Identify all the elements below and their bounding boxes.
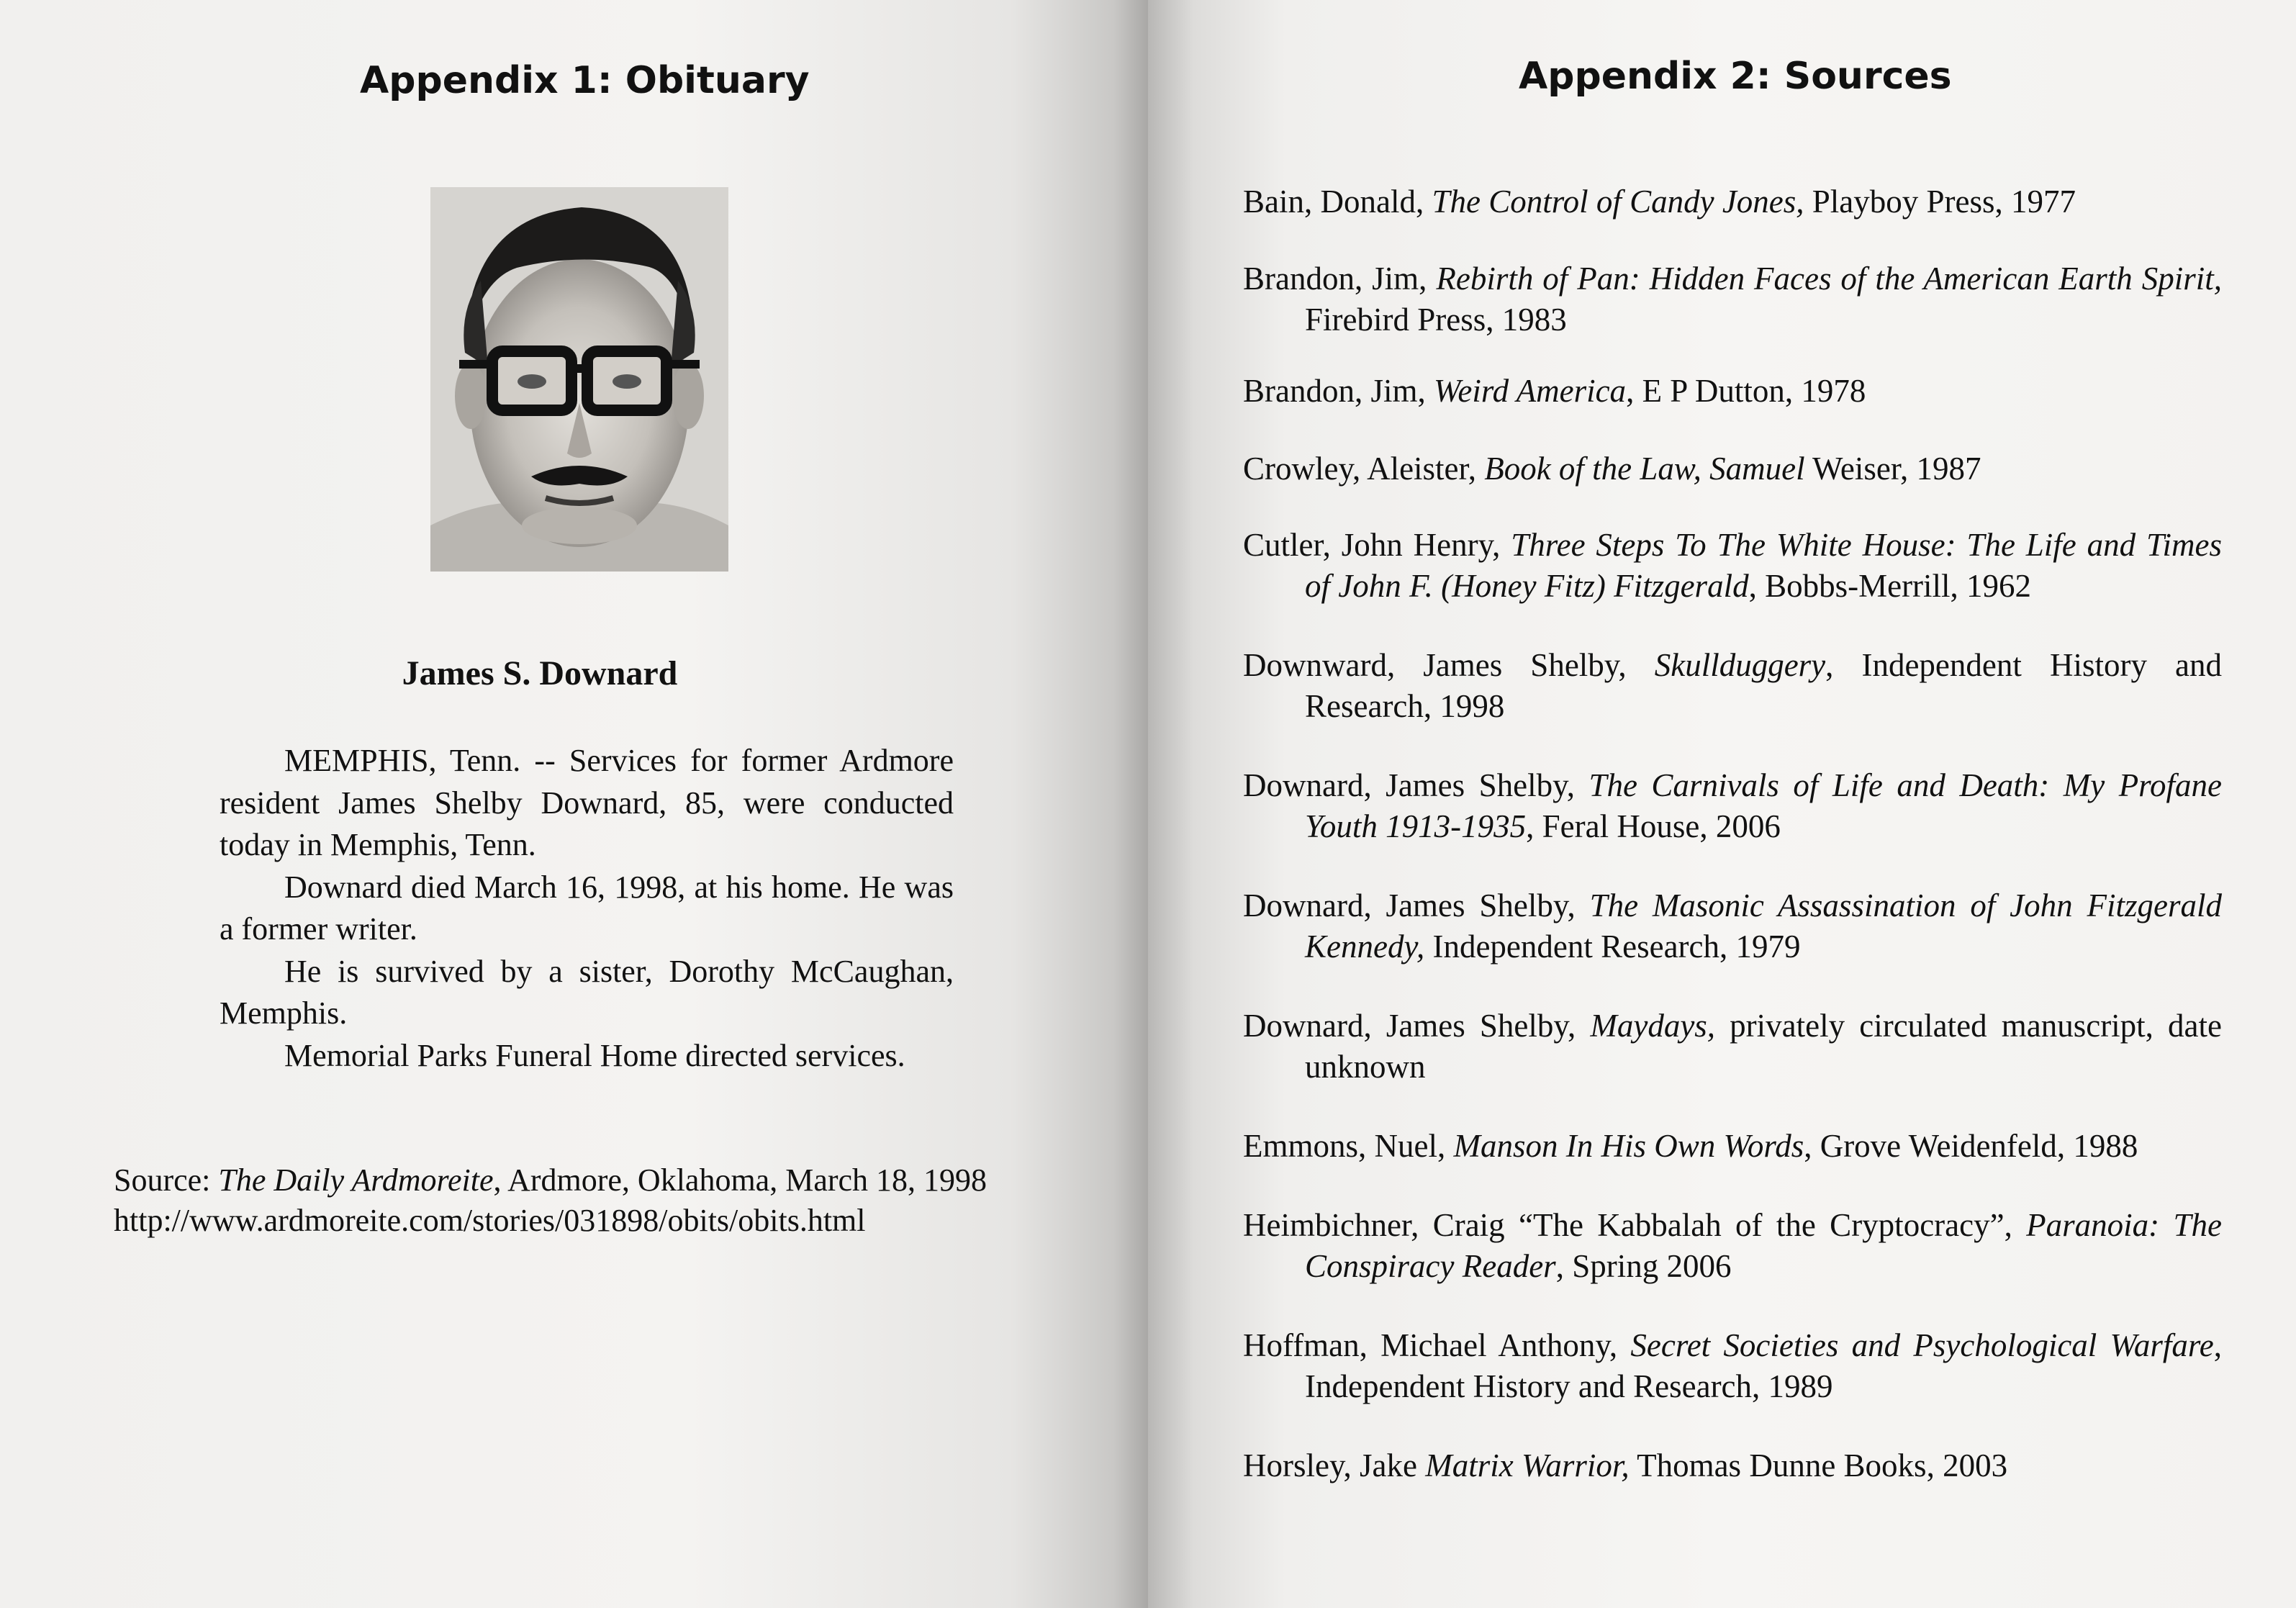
entry-publisher: , Independent History and Research, 1989 <box>1305 1327 2222 1404</box>
source-label: Source: <box>114 1162 219 1198</box>
entry-author: Downard, James Shelby, <box>1243 887 1590 923</box>
entry-title: Matrix Warrior, <box>1425 1447 1630 1483</box>
entry-publisher: Firebird Press, 1983 <box>1305 302 1567 338</box>
entry-author: Downard, James Shelby, <box>1243 1008 1591 1044</box>
entry-author: Horsley, Jake <box>1243 1447 1426 1483</box>
entry-author: Brandon, Jim, <box>1243 373 1434 409</box>
appendix-1-title: Appendix 1: Obituary <box>360 59 810 102</box>
entry-publisher: Weiser, 1987 <box>1804 451 1981 487</box>
source-entry <box>1243 1325 2222 1407</box>
portrait-illustration <box>430 187 728 572</box>
entry-publisher: , Feral House, 2006 <box>1526 808 1781 844</box>
entry-title: Maydays, <box>1590 1008 1716 1044</box>
entry-author: Emmons, Nuel, <box>1243 1128 1454 1164</box>
source-url: http://www.ardmoreite.com/stories/031898/obits/obits.html <box>114 1203 866 1238</box>
entry-title: Three Steps To The White House: The Life and Times of John F. (Honey Fitz) Fitzgerald <box>1305 527 2222 604</box>
source-details: , Ardmore, Oklahoma, March 18, 1998 <box>493 1162 987 1198</box>
entry-publisher: , Spring 2006 <box>1555 1248 1732 1284</box>
entry-author: Downward, James Shelby, <box>1243 647 1655 683</box>
obituary-paragraph: Downard died March 16, 1998, at his home. He was a former writer. <box>220 869 954 947</box>
entry-author: Downard, James Shelby, <box>1243 767 1589 803</box>
source-entry <box>1243 1445 2222 1486</box>
entry-title: Secret Societies and Psychological Warfare <box>1630 1327 2214 1363</box>
entry-title: The Carnivals of Life and Death: My Profane Youth 1913-1935 <box>1305 767 2222 844</box>
entry-title: Book of the Law, Samuel <box>1484 451 1805 487</box>
appendix-2-title: Appendix 2: Sources <box>1519 55 1952 98</box>
source-entry <box>1243 525 2222 607</box>
entry-author: Cutler, John Henry, <box>1243 527 1511 563</box>
obituary-source <box>114 1160 1064 1241</box>
source-entry <box>1243 885 2222 967</box>
right-page <box>1148 0 2296 1608</box>
entry-author: Heimbichner, Craig “The Kabbalah of the Cryptocracy”, <box>1243 1207 2027 1243</box>
source-entry <box>1243 181 2222 222</box>
entry-title: Weird America <box>1434 373 1627 409</box>
source-entry <box>1243 645 2222 727</box>
entry-author: Crowley, Aleister, <box>1243 451 1485 487</box>
entry-publisher: Playboy Press, 1977 <box>1804 184 2076 220</box>
entry-author: Hoffman, Michael Anthony, <box>1243 1327 1631 1363</box>
entry-title: Paranoia: The Conspiracy Reader <box>1305 1207 2222 1284</box>
obituary-name: James S. Downard <box>402 654 678 692</box>
entry-publisher: privately circulated manuscript, date unknown <box>1305 1008 2222 1085</box>
entry-title: Manson In His Own Words <box>1453 1128 1804 1164</box>
source-entry <box>1243 1126 2222 1167</box>
entry-publisher: , Independent History and Research, 1998 <box>1305 647 2222 724</box>
sources-list <box>1243 181 2222 1486</box>
entry-publisher: , E P Dutton, 1978 <box>1626 373 1866 409</box>
source-entry <box>1243 1006 2222 1088</box>
source-entry <box>1243 1205 2222 1287</box>
obituary-paragraph: He is survived by a sister, Dorothy McCaughan, Memphis. <box>220 953 954 1031</box>
source-entry <box>1243 448 2222 489</box>
obituary-paragraph: MEMPHIS, Tenn. -- Services for former Ardmore resident James Shelby Downard, 85, were conducted today in Memphis, Tenn. <box>220 743 954 862</box>
entry-title: The Control of Candy Jones, <box>1432 184 1804 220</box>
entry-publisher: , Bobbs-Merrill, 1962 <box>1748 568 2032 604</box>
entry-author: Bain, Donald, <box>1243 184 1432 220</box>
portrait-photo <box>430 187 728 572</box>
entry-title: Skullduggery <box>1654 647 1826 683</box>
source-entry <box>1243 258 2222 340</box>
entry-publisher: Thomas Dunne Books, 2003 <box>1629 1447 2008 1483</box>
source-entry <box>1243 765 2222 847</box>
source-entry <box>1243 371 2222 412</box>
obituary-text <box>220 740 954 1077</box>
entry-publisher: , Grove Weidenfeld, 1988 <box>1804 1128 2138 1164</box>
source-publication: The Daily Ardmoreite <box>218 1162 494 1198</box>
entry-title: The Masonic Assassination of John Fitzgerald Kennedy, <box>1305 887 2222 965</box>
entry-publisher: Independent Research, 1979 <box>1424 929 1801 965</box>
entry-title: Rebirth of Pan: Hidden Faces of the American Earth Spirit, <box>1436 261 2222 297</box>
entry-author: Brandon, Jim, <box>1243 261 1437 297</box>
obituary-paragraph: Memorial Parks Funeral Home directed services. <box>284 1037 905 1073</box>
